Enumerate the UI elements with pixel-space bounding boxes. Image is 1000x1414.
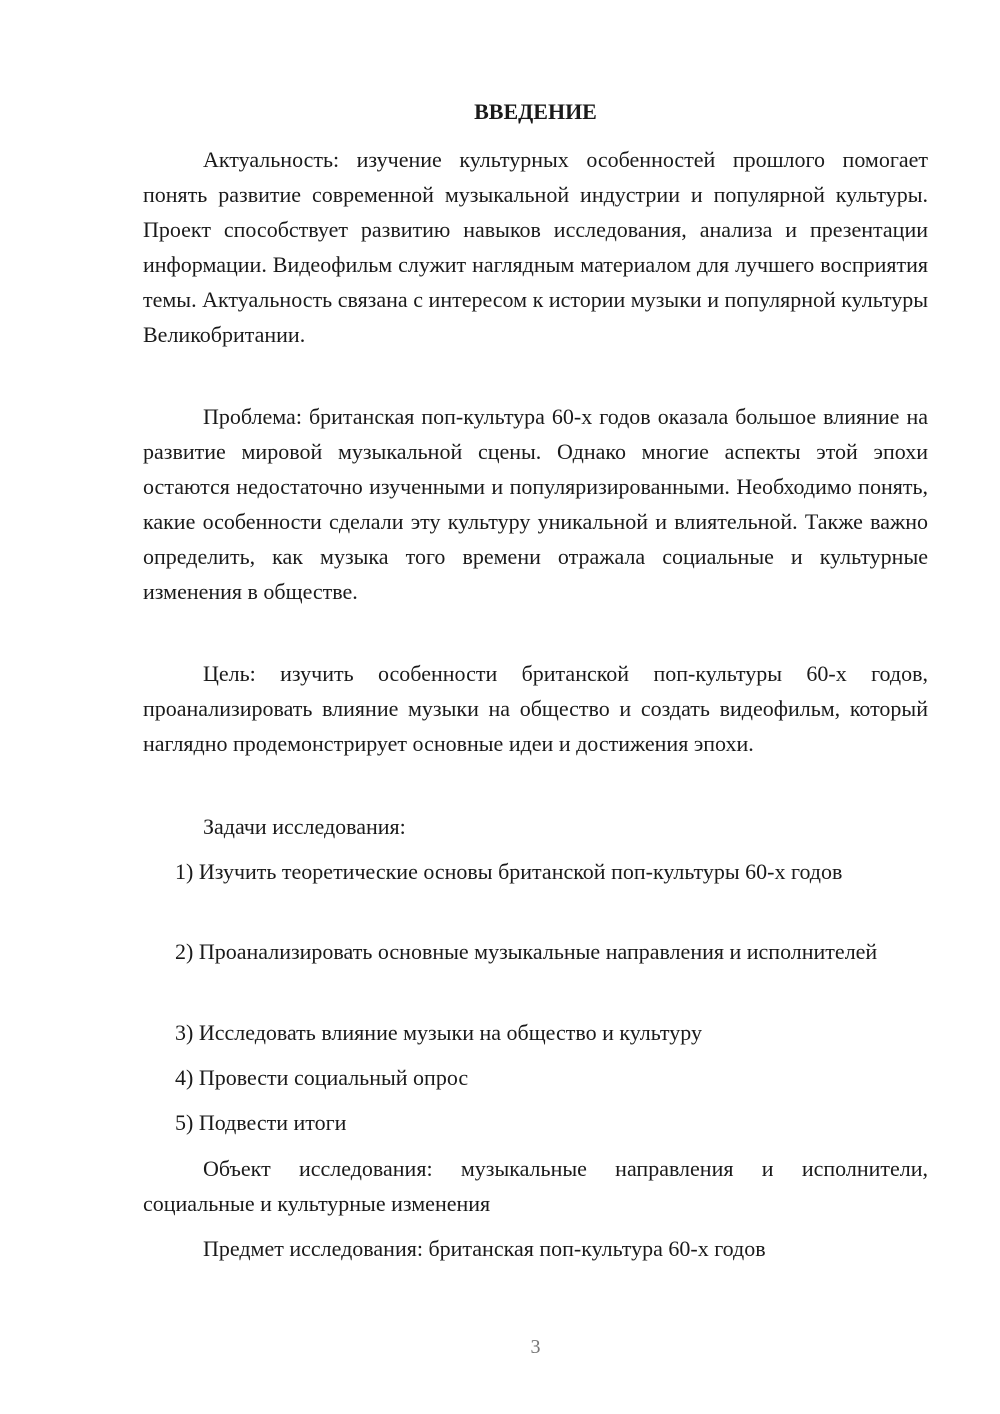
paragraph-goal: Цель: изучить особенности британской поп-культуры 60-х годов, проанализировать влияние музыки на общество и создать видеофильм, который наглядно продемонстрирует основные идеи и достижения эпохи. <box>143 661 928 756</box>
task-item-2: 2) Проанализировать основные музыкальные направления и исполнителей <box>175 939 878 964</box>
task-item-1: 1) Изучить теоретические основы британской поп-культуры 60-х годов <box>175 859 843 884</box>
paragraph-relevance: Актуальность: изучение культурных особенностей прошлого помогает понять развитие современной музыкальной индустрии и популярной культуры. Проект способствует развитию навыков исследования, анализа и презентации информации. Видеофильм служит наглядным материалом для лучшего восприятия темы. Актуальность связана с интересом к истории музыки и популярной культуры Великобритании. <box>143 147 928 347</box>
paragraph-subject: Предмет исследования: британская поп-культура 60-х годов <box>203 1236 766 1261</box>
task-item-5: 5) Подвести итоги <box>175 1110 347 1135</box>
paragraph-problem: Проблема: британская поп-культура 60-х годов оказала большое влияние на развитие мировой музыкальной сцены. Однако многие аспекты этой эпохи остаются недостаточно изученными и популяризированными. Необходимо понять, какие особенности сделали эту культуру уникальной и влиятельной. Также важно определить, как музыка того времени отражала социальные и культурные изменения в обществе. <box>143 404 928 604</box>
page-number: 3 <box>530 1336 541 1358</box>
paragraph-object: Объект исследования: музыкальные направления и исполнители, социальные и культурные изменения <box>143 1156 928 1216</box>
page-title: ВВЕДЕНИЕ <box>474 99 597 124</box>
task-item-3: 3) Исследовать влияние музыки на общество и культуру <box>175 1020 702 1045</box>
tasks-heading: Задачи исследования: <box>203 814 406 839</box>
task-item-4: 4) Провести социальный опрос <box>175 1065 469 1090</box>
document-page <box>143 0 928 1414</box>
